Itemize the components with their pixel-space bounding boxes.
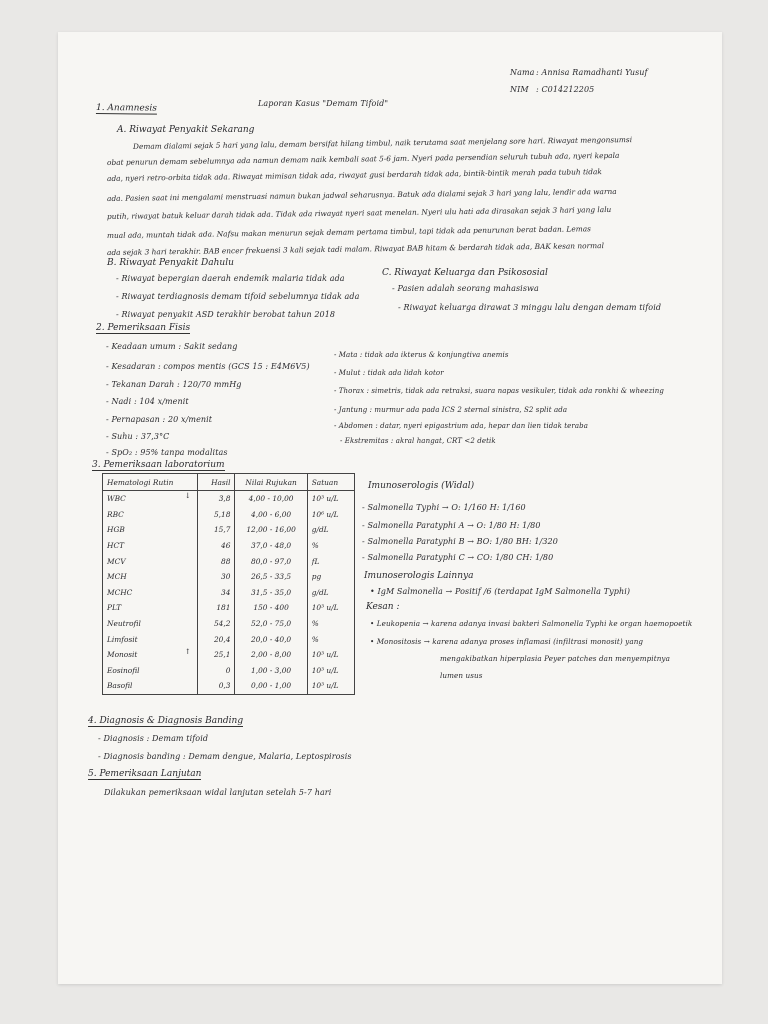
lab-param: RBC [107, 509, 124, 519]
table-row [103, 491, 355, 507]
lab-range: 80,0 - 97,0 [235, 553, 307, 569]
widal-item: - Salmonella Typhi → O: 1/160 H: 1/160 [362, 503, 526, 512]
fisis-item: - Suhu : 37,3°C [106, 432, 170, 441]
lab-unit: 10³ u/L [307, 678, 354, 694]
fisis-item: - Kesadaran : compos mentis (GCS 15 : E4M6V5) [106, 362, 310, 371]
table-row [103, 616, 355, 632]
lab-range: 150 - 400 [235, 600, 307, 616]
riwayat-keluarga-item: - Riwayat keluarga dirawat 3 minggu lalu dengan demam tifoid [398, 303, 662, 312]
kesan-item: • Leukopenia → karena adanya invasi bakteri Salmonella Typhi ke organ haemopoetik [370, 619, 693, 628]
lab-hasil: 181 [197, 600, 235, 616]
lab-unit: pg [307, 569, 354, 585]
lab-range: 12,00 - 16,00 [235, 522, 307, 538]
widal-item: - Salmonella Paratyphi A → O: 1/80 H: 1/80 [362, 521, 541, 530]
section-2-heading: 2. Pemeriksaan Fisis [96, 323, 191, 333]
lab-range: 20,0 - 40,0 [235, 631, 307, 647]
lab-param: MCH [107, 572, 127, 582]
lab-unit: g/dL [307, 585, 354, 601]
riwayat-dahulu-item: - Riwayat terdiagnosis demam tifoid sebelumnya tidak ada [116, 292, 360, 301]
lab-param: Monosit [107, 650, 138, 660]
anamnesis-line: mual ada, muntah tidak ada. Nafsu makan menurun sejak demam pertama timbul, tapi tidak ada penurunan berat badan. Lemas [106, 224, 591, 240]
lab-hasil: 30 [197, 569, 235, 585]
lab-hasil: 46 [197, 538, 235, 554]
section-4-heading: 4. Diagnosis & Diagnosis Banding [88, 716, 244, 726]
section-1c-heading: C. Riwayat Keluarga dan Psikososial [382, 268, 548, 278]
nama-label: Nama [510, 68, 535, 77]
lab-range: 1,00 - 3,00 [235, 663, 307, 679]
anamnesis-line: ada, nyeri retro-orbita tidak ada. Riwayat mimisan tidak ada, riwayat gusi berdarah tidak ada, bintik-bintik merah pada tubuh tidak [106, 167, 602, 183]
anamnesis-line: putih, riwayat batuk keluar darah tidak ada. Tidak ada riwayat nyeri saat menelan. Nyeri ulu hati ada dirasakan sejak 3 hari yang lalu [106, 204, 612, 221]
lab-param: Basofil [107, 681, 133, 691]
table-row [103, 522, 355, 538]
fisis-item: - Nadi : 104 x/menit [106, 397, 189, 406]
riwayat-dahulu-item: - Riwayat penyakit ASD terakhir berobat tahun 2018 [116, 310, 336, 319]
lab-unit: 10³ u/L [307, 663, 354, 679]
col-header: Satuan [307, 474, 354, 491]
col-header: Hasil [197, 474, 235, 491]
fisis-item: - Mata : tidak ada ikterus & konjungtiva anemis [334, 351, 509, 359]
widal-item: - Salmonella Paratyphi B → BO: 1/80 BH: 1/320 [362, 537, 558, 546]
section-1a-heading: A. Riwayat Penyakit Sekarang [117, 125, 255, 135]
lab-param: HGB [107, 525, 125, 535]
fisis-item: - Jantung : murmur ada pada ICS 2 sternal sinistra, S2 split ada [334, 406, 568, 414]
lab-table-header [103, 474, 355, 491]
lab-param: PLT [107, 603, 122, 613]
fisis-item: - Thorax : simetris, tidak ada retraksi, suara napas vesikuler, tidak ada ronkhi & wheezing [334, 387, 664, 395]
kesan-item: • Monositosis → karena adanya proses inflamasi (infiltrasi monosit) yang [370, 637, 644, 646]
lab-param: Limfosit [107, 634, 138, 644]
igm-item: • IgM Salmonella → Positif /6 (terdapat IgM Salmonella Typhi) [370, 587, 631, 596]
table-row [103, 507, 355, 523]
section-5-heading: 5. Pemeriksaan Lanjutan [88, 769, 202, 779]
table-row [103, 631, 355, 647]
serologi-lain-heading: Imunoserologis Lainnya [364, 571, 474, 581]
lab-hasil: 34 [197, 585, 235, 601]
lab-range: 37,0 - 48,0 [235, 538, 307, 554]
nama-value: : Annisa Ramadhanti Yusuf [536, 68, 648, 77]
lab-range: 4,00 - 6,00 [235, 507, 307, 523]
table-row [103, 647, 355, 663]
anamnesis-line: Demam dialami sejak 5 hari yang lalu, demam bersifat hilang timbul, naik terutama saat menjelang sore hari. Riwayat mengonsumsi [132, 135, 633, 151]
fisis-item: - Keadaan umum : Sakit sedang [106, 342, 238, 351]
lab-unit: 10³ u/L [307, 600, 354, 616]
table-row [103, 663, 355, 679]
widal-item: - Salmonella Paratyphi C → CO: 1/80 CH: 1/80 [362, 553, 554, 562]
section-1b-heading: B. Riwayat Penyakit Dahulu [107, 258, 234, 268]
table-row [103, 538, 355, 554]
lab-param: MCV [107, 556, 126, 566]
lab-range: 52,0 - 75,0 [235, 616, 307, 632]
lab-range: 2,00 - 8,00 [235, 647, 307, 663]
lab-hasil: 0,3 [197, 678, 235, 694]
lab-param: Eosinofil [107, 665, 140, 675]
lab-range: 31,5 - 35,0 [235, 585, 307, 601]
anamnesis-line: obat penurun demam sebelumnya ada namun demam naik kembali saat 5-6 jam. Nyeri pada persendian seluruh tubuh ada, nyeri kepala [106, 150, 620, 167]
anamnesis-line: ada. Pasien saat ini mengalami menstruasi namun bukan jadwal seharusnya. Batuk ada dialami sejak 3 hari yang lalu, lendir ada warna [106, 186, 617, 203]
arrow-down-icon: ↓ [184, 491, 191, 500]
diagnosis-item: - Diagnosis banding : Demam dengue, Malaria, Leptospirosis [98, 752, 352, 761]
serologi-heading: Imunoserologis (Widal) [368, 481, 475, 491]
lab-unit: fL [307, 553, 354, 569]
lab-hasil: 25,1 [197, 647, 235, 663]
col-header: Nilai Rujukan [235, 474, 307, 491]
table-row [103, 569, 355, 585]
lab-range: 0,00 - 1,00 [235, 678, 307, 694]
fisis-item: - SpO₂ : 95% tanpa modalitas [106, 448, 228, 457]
lab-param: WBC [107, 494, 126, 504]
lab-hasil: 3,8 [197, 491, 235, 507]
kesan-cont: lumen usus [440, 671, 483, 680]
lab-param: HCT [107, 541, 125, 551]
riwayat-dahulu-item: - Riwayat bepergian daerah endemik malaria tidak ada [116, 274, 345, 283]
fisis-item: - Abdomen : datar, nyeri epigastrium ada, hepar dan lien tidak teraba [334, 422, 588, 430]
lab-unit: 10³ u/L [307, 647, 354, 663]
anamnesis-line: ada sejak 3 hari terakhir. BAB encer frekuensi 3 kali sejak tadi malam. Riwayat BAB hitam & berdarah tidak ada, BAK kesan normal [106, 241, 604, 257]
lab-table [102, 473, 355, 695]
col-header: Hematologi Rutin [103, 474, 198, 491]
table-row [103, 585, 355, 601]
fisis-item: - Pernapasan : 20 x/menit [106, 415, 213, 424]
lab-range: 26,5 - 33,5 [235, 569, 307, 585]
section-3-heading: 3. Pemeriksaan laboratorium [92, 460, 225, 470]
nim-label: NIM [510, 85, 529, 94]
lab-hasil: 88 [197, 553, 235, 569]
lab-hasil: 0 [197, 663, 235, 679]
lab-unit: % [307, 538, 354, 554]
riwayat-keluarga-item: - Pasien adalah seorang mahasiswa [392, 284, 539, 293]
lab-hasil: 15,7 [197, 522, 235, 538]
fisis-item: - Tekanan Darah : 120/70 mmHg [106, 380, 242, 389]
lab-hasil: 54,2 [197, 616, 235, 632]
fisis-item: - Ekstremitas : akral hangat, CRT <2 detik [340, 437, 496, 445]
table-row [103, 600, 355, 616]
report-title: Laporan Kasus "Demam Tifoid" [258, 99, 389, 108]
section-1-heading: 1. Anamnesis [95, 103, 157, 114]
lab-unit: g/dL [307, 522, 354, 538]
lab-unit: 10⁶ u/L [307, 507, 354, 523]
lanjutan-text: Dilakukan pemeriksaan widal lanjutan setelah 5-7 hari [104, 788, 332, 797]
table-row [103, 678, 355, 694]
lab-unit: % [307, 631, 354, 647]
fisis-item: - Mulut : tidak ada lidah kotor [334, 369, 444, 377]
diagnosis-item: - Diagnosis : Demam tifoid [98, 734, 209, 743]
lab-unit: % [307, 616, 354, 632]
kesan-cont: mengakibatkan hiperplasia Peyer patches dan menyempitnya [440, 654, 670, 663]
lab-unit: 10³ u/L [307, 491, 354, 507]
table-row [103, 553, 355, 569]
lab-hasil: 20,4 [197, 631, 235, 647]
lab-hasil: 5,18 [197, 507, 235, 523]
arrow-up-icon: ↑ [184, 646, 191, 656]
lab-param: Neutrofil [107, 619, 141, 629]
kesan-heading: Kesan : [366, 602, 400, 612]
lab-param: MCHC [107, 587, 133, 597]
lab-range: 4,00 - 10,00 [235, 491, 307, 507]
nim-value: : C014212205 [536, 85, 595, 94]
